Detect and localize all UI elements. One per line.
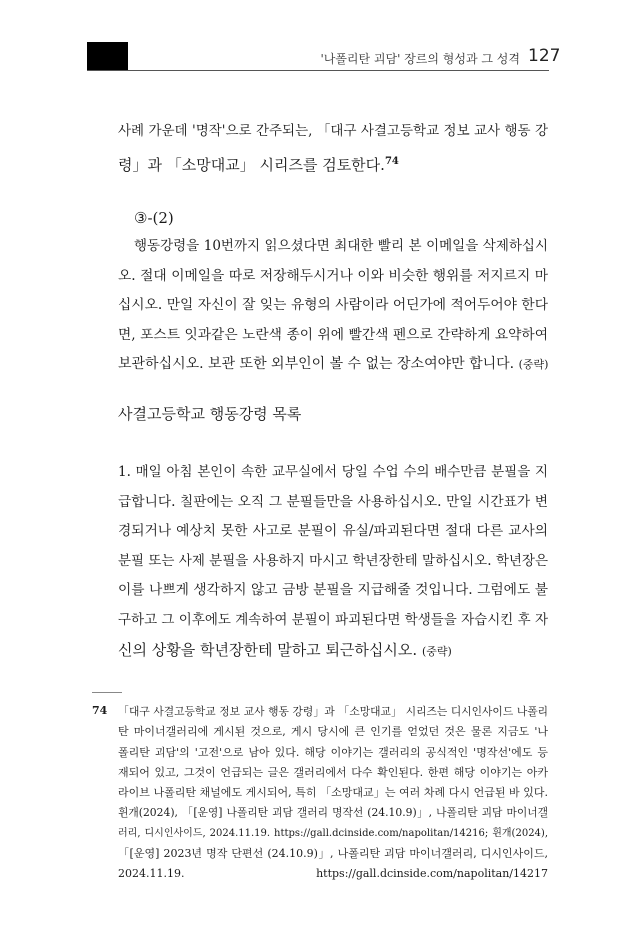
quote-line-4: 면, 포스트 잇과같은 노란색 종이 위에 빨간색 펜으로 간략하게 요약하여	[118, 326, 548, 343]
chapter-tab-marker	[87, 42, 128, 71]
footnote-line-4: 재되어 있고, 그것이 언급되는 글은 갤러리에서 다수 확인된다. 한편 해당 이야기는 아카	[118, 765, 548, 779]
rule-1-line-2: 급합니다. 칠판에는 오직 그 분필들만을 사용하십시오. 만일 시간표가 변	[118, 493, 548, 510]
quote-line-5	[118, 350, 548, 380]
intro-line-2-text: 령」과 「소망대교」 시리즈를 검토한다.	[118, 155, 385, 174]
intro-line-1: 사례 가운데 '명작'으로 간주되는, 「대구 사결고등학교 정보 교사 행동 강	[118, 123, 548, 139]
running-head: '나폴리탄 괴담' 장르의 형성과 그 성격	[320, 52, 520, 66]
rule-1-line-1: 1. 매일 아침 본인이 속한 교무실에서 당일 수업 수의 배수만큼 분필을 지	[118, 464, 548, 480]
footnote-ref-74: 74	[384, 155, 399, 167]
quote-line-5-text: 보관하십시오. 보관 또한 외부인이 볼 수 없는 장소여야만 합니다.	[118, 356, 515, 373]
rule-1-paragraph	[118, 458, 548, 666]
quote-line-3: 십시오. 만일 자신이 잘 잊는 유형의 사람이라 어딘가에 적어두어야 한다	[118, 297, 548, 314]
footnote-line-6: 휜개(2024), 「[운영] 나폴리탄 괴담 갤러리 명작선 (24.10.9)」, 나폴리탄 괴담 마이너갤	[118, 806, 548, 820]
quote-omission: (중략)	[518, 358, 549, 372]
footnote-number: 74	[92, 704, 108, 717]
intro-line-2	[118, 147, 548, 181]
intro-paragraph	[118, 117, 548, 180]
quote-label: ③-(2)	[134, 209, 174, 227]
rule-1-line-5: 이를 나쁘게 생각하지 않고 금방 분필을 지급해줄 것입니다. 그럼에도 불	[118, 582, 548, 599]
footnote-line-1: 「대구 사결고등학교 정보 교사 행동 강령」과 「소망대교」 시리즈는 디시인사이드 나폴리	[118, 705, 548, 718]
list-title: 사결고등학교 행동강령 목록	[118, 405, 302, 423]
rule-1-line-7-text: 신의 상황을 학년장한테 말하고 퇴근하십시오.	[118, 640, 418, 659]
footnote-line-5: 라이브 나폴리탄 채널에도 게시되어, 특히 「소망대교」는 여러 차례 다시 언급된 바 있다.	[118, 786, 548, 800]
footnote-line-8: 「[운영] 2023년 명작 단편선 (24.10.9)」, 나폴리탄 괴담 마이너갤러리, 디시인사이드,	[118, 847, 548, 861]
footnote-text	[118, 702, 548, 885]
rule-1-line-3: 경되거나 예상치 못한 사고로 분필이 유실/파괴된다면 절대 다른 교사의	[118, 523, 548, 540]
footnote-line-3: 폴리탄 괴담'의 '고전'으로 남아 있다. 해당 이야기는 갤러리의 공식적인 '명작선'에도 등	[118, 745, 548, 759]
quote-line-1: 행동강령을 10번까지 읽으셨다면 최대한 빨리 본 이메일을 삭제하십시	[134, 238, 548, 254]
footnote-divider	[92, 692, 122, 693]
header-rule	[87, 70, 549, 71]
rule-1-line-6: 구하고 그 이후에도 계속하여 분필이 파괴된다면 학생들을 자습시킨 후 자	[118, 611, 548, 628]
footnote-line-9: 2024.11.19. https://gall.dcinside.com/napolitan/14217	[118, 867, 548, 881]
quote-line-2: 오. 절대 이메일을 따로 저장해두시거나 이와 비슷한 행위를 저지르지 마	[118, 267, 548, 284]
footnote-line-2: 탄 마이너갤러리에 게시된 것으로, 게시 당시에 큰 인기를 얻었던 것은 물론 지금도 '나	[118, 725, 548, 739]
page-number: 127	[528, 46, 561, 66]
rule-1-omission: (중략)	[421, 644, 452, 658]
quote-paragraph	[118, 232, 548, 380]
rule-1-line-4: 분필 또는 사제 분필을 사용하지 마시고 학년장한테 말하십시오. 학년장은	[118, 552, 548, 569]
rule-1-line-7	[118, 636, 548, 667]
footnote-line-7: 러리, 디시인사이드, 2024.11.19. https://gall.dcinside.com/napolitan/14216; 휜개(2024),	[118, 827, 548, 839]
